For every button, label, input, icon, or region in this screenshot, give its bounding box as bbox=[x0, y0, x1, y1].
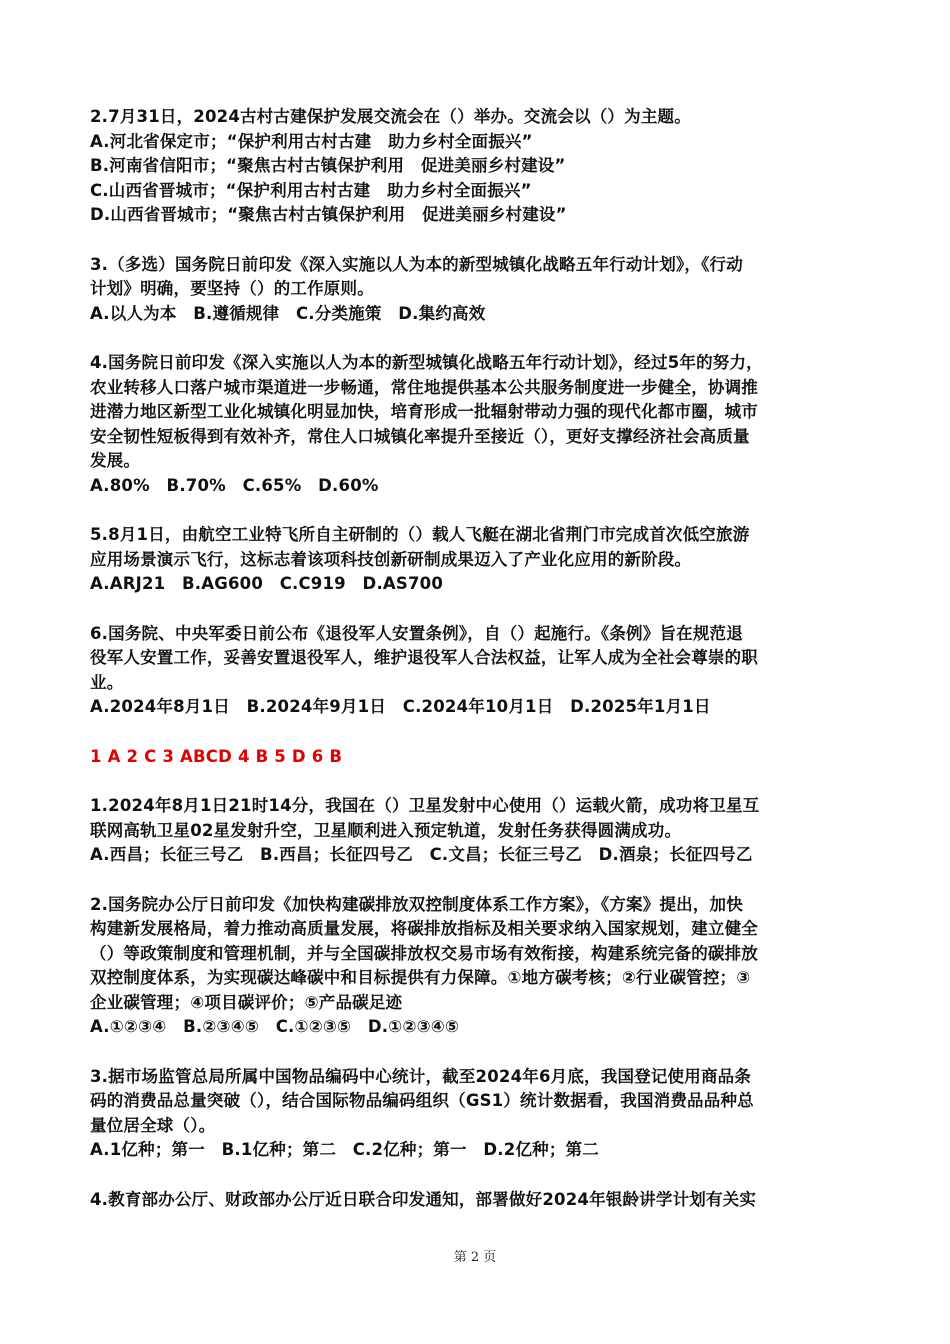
text-line: 役军人安置工作，妥善安置退役军人，维护退役军人合法权益，让军人成为全社会尊崇的职 bbox=[90, 648, 758, 667]
text-line: 3.（多选）国务院日前印发《深入实施以人为本的新型城镇化战略五年行动计划》，《行动 bbox=[90, 254, 743, 274]
text-line: 构建新发展格局，着力推动高质量发展，将碳排放指标及相关要求纳入国家规划，建立健全 bbox=[90, 919, 758, 938]
text-line: 2.7月31日，2024古村古建保护发展交流会在（）举办。交流会以（）为主题。 bbox=[90, 107, 691, 126]
question-2b bbox=[90, 893, 865, 1040]
option-line: A.80% B.70% C.65% D.60% bbox=[90, 475, 379, 495]
question-3 bbox=[90, 253, 865, 327]
question-4 bbox=[90, 351, 865, 498]
text-line: 计划》明确，要坚持（）的工作原则。 bbox=[90, 279, 374, 298]
text-line: 联网高轨卫星02星发射升空，卫星顺利进入预定轨道，发射任务获得圆满成功。 bbox=[90, 820, 682, 840]
text-line: 双控制度体系，为实现碳达峰碳中和目标提供有力保障。①地方碳考核；②行业碳管控；③ bbox=[90, 968, 751, 987]
document-body bbox=[90, 105, 865, 1212]
page-number: 第 2 页 bbox=[453, 1250, 497, 1265]
question-1b bbox=[90, 794, 865, 868]
text-line: 2.国务院办公厅日前印发《加快构建碳排放双控制度体系工作方案》，《方案》提出，加快 bbox=[90, 894, 743, 914]
text-line: 进潜力地区新型工业化城镇化明显加快，培育形成一批辐射带动力强的现代化都市圈，城市 bbox=[90, 402, 758, 421]
option-line: D.山西省晋城市；“聚焦古村古镇保护利用 促进美丽乡村建设” bbox=[90, 205, 567, 224]
text-line: （）等政策制度和管理机制，并与全国碳排放权交易市场有效衔接，构建系统完备的碳排放 bbox=[90, 943, 758, 963]
text-line: 4.教育部办公厅、财政部办公厅近日联合印发通知，部署做好2024年银龄讲学计划有关实 bbox=[90, 1189, 757, 1209]
text-line: 4.国务院日前印发《深入实施以人为本的新型城镇化战略五年行动计划》，经过5年的努力， bbox=[90, 353, 763, 372]
text-line: 5.8月1日，由航空工业特飞所自主研制的（）载人飞艇在湖北省荆门市完成首次低空旅游 bbox=[90, 525, 750, 544]
text-line: 发展。 bbox=[90, 451, 141, 470]
option-line: A.1亿种；第一 B.1亿种；第二 C.2亿种；第一 D.2亿种；第二 bbox=[90, 1140, 599, 1159]
option-line: A.2024年8月1日 B.2024年9月1日 C.2024年10月1日 D.2025年1月1日 bbox=[90, 697, 711, 716]
question-2 bbox=[90, 105, 865, 228]
option-line: A.①②③④ B.②③④⑤ C.①②③⑤ D.①②③④⑤ bbox=[90, 1017, 460, 1036]
text-line: 安全韧性短板得到有效补齐，常住人口城镇化率提升至接近（），更好支撑经济社会高质量 bbox=[90, 426, 750, 446]
answer-key bbox=[90, 745, 865, 770]
text-line: 码的消费品总量突破（），结合国际物品编码组织（GS1）统计数据看，我国消费品品种总 bbox=[90, 1091, 754, 1110]
option-line: A.ARJ21 B.AG600 C.C919 D.AS700 bbox=[90, 574, 444, 593]
text-line: 3.据市场监管总局所属中国物品编码中心统计，截至2024年6月底，我国登记使用商品条 bbox=[90, 1066, 752, 1086]
question-4b bbox=[90, 1188, 865, 1213]
option-line: C.山西省晋城市；“保护利用古村古建 助力乡村全面振兴” bbox=[90, 180, 532, 200]
text-line: 应用场景演示飞行，这标志着该项科技创新研制成果迈入了产业化应用的新阶段。 bbox=[90, 549, 692, 569]
option-line: A.河北省保定市；“保护利用古村古建 助力乡村全面振兴” bbox=[90, 131, 533, 151]
question-3b bbox=[90, 1065, 865, 1163]
option-line: A.以人为本 B.遵循规律 C.分类施策 D.集约高效 bbox=[90, 303, 486, 323]
option-line: B.河南省信阳市；“聚焦古村古镇保护利用 促进美丽乡村建设” bbox=[90, 156, 566, 175]
text-line: 6.国务院、中央军委日前公布《退役军人安置条例》，自（）起施行。《条例》旨在规范退 bbox=[90, 623, 743, 643]
text-line: 业。 bbox=[90, 672, 124, 692]
text-line: 农业转移人口落户城市渠道进一步畅通，常住地提供基本公共服务制度进一步健全，协调推 bbox=[90, 377, 758, 397]
question-6 bbox=[90, 622, 865, 720]
text-line: 企业碳管理；④项目碳评价；⑤产品碳足迹 bbox=[90, 992, 403, 1012]
answer-line: 1 A 2 C 3 ABCD 4 B 5 D 6 B bbox=[90, 746, 343, 766]
text-line: 量位居全球（）。 bbox=[90, 1115, 216, 1135]
question-5 bbox=[90, 523, 865, 597]
option-line: A.西昌；长征三号乙 B.西昌；长征四号乙 C.文昌；长征三号乙 D.酒泉；长征四号乙 bbox=[90, 845, 753, 864]
text-line: 1.2024年8月1日21时14分，我国在（）卫星发射中心使用（）运载火箭，成功将卫星互 bbox=[90, 796, 760, 815]
